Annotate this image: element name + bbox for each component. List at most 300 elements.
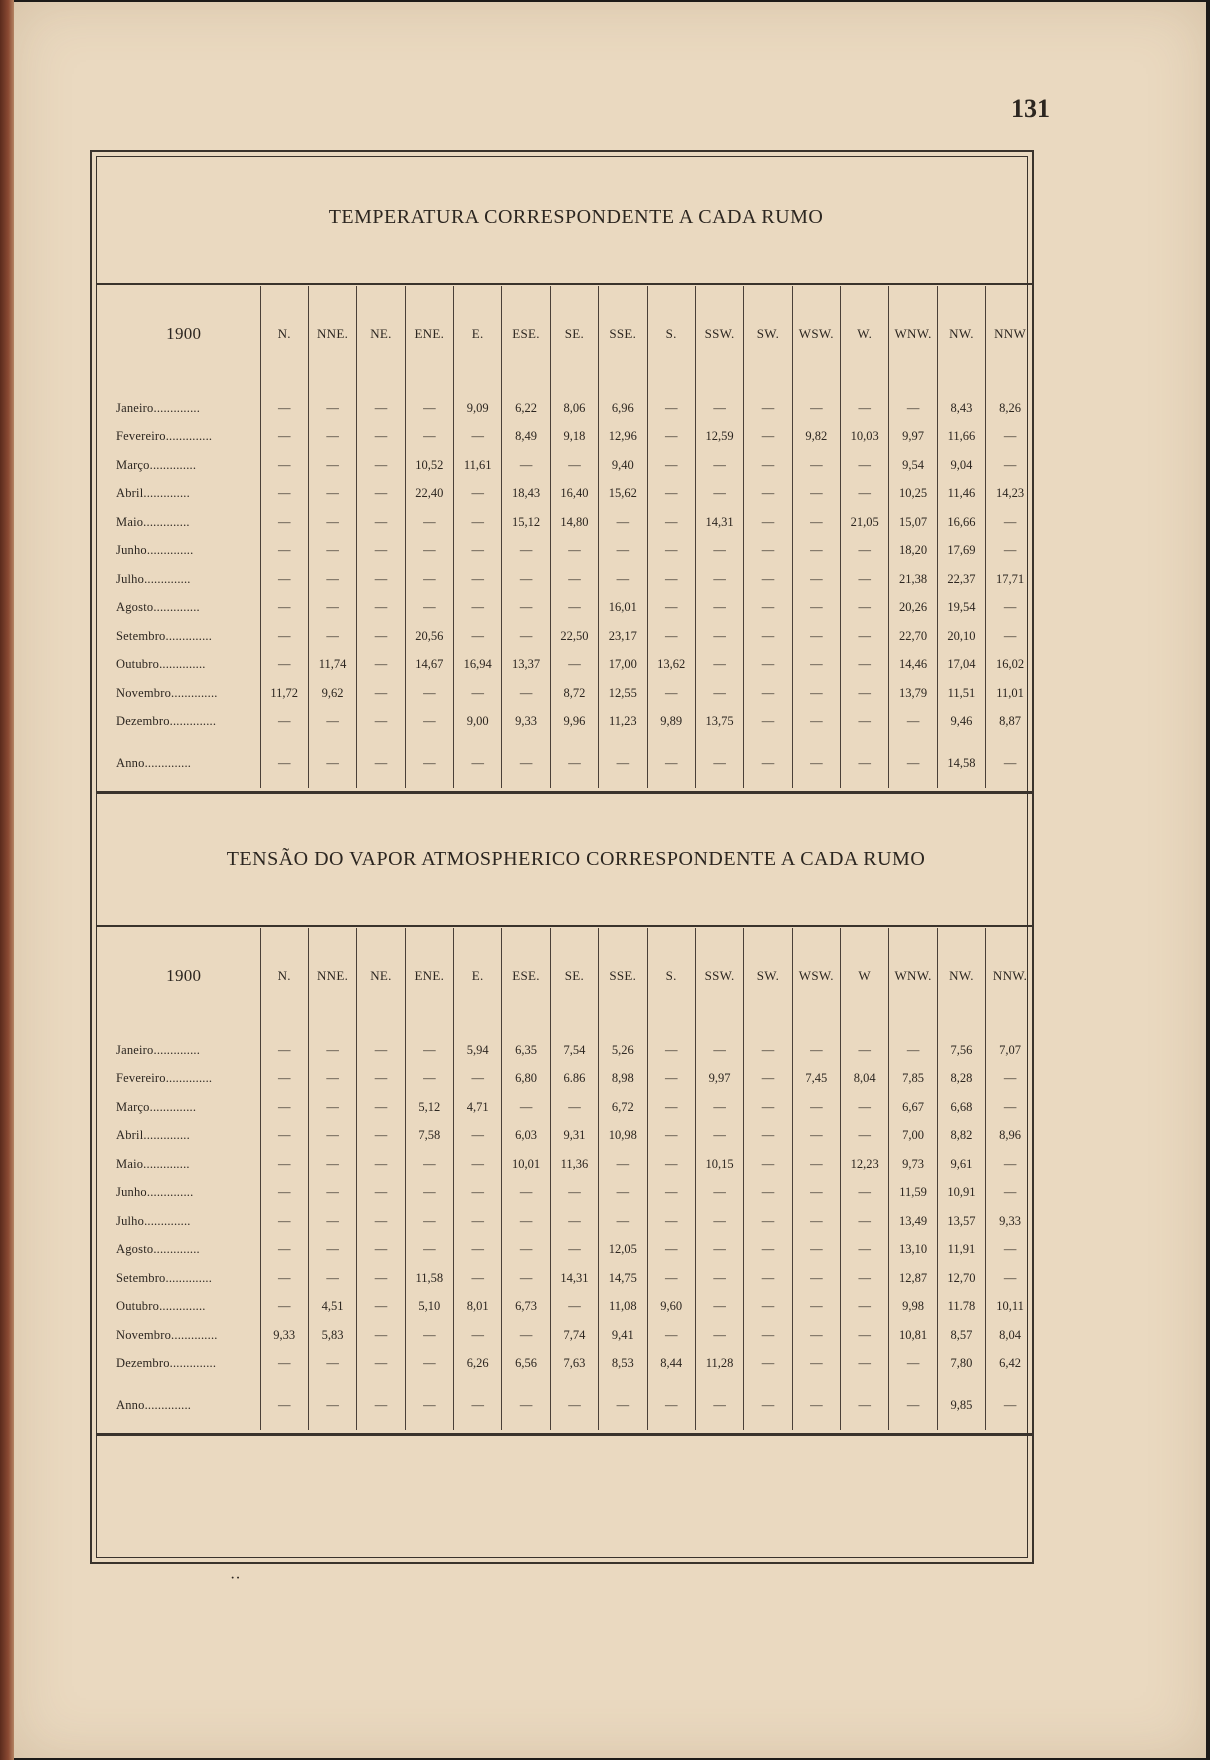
table-cell: —	[357, 1179, 405, 1208]
table-cell: 18,43	[502, 480, 550, 509]
table-cell: —	[647, 423, 695, 452]
table-row	[108, 651, 1034, 680]
table-cell: —	[647, 1150, 695, 1179]
table-cell: —	[695, 1122, 743, 1151]
table-cell: 12,87	[889, 1264, 937, 1293]
table-cell: 17,04	[937, 651, 985, 680]
year-header: 1900	[166, 324, 202, 343]
column-header: SSE.	[599, 286, 647, 382]
table-cell: 6,67	[889, 1093, 937, 1122]
table-cell: —	[308, 622, 356, 651]
table-cell: —	[647, 480, 695, 509]
table-cell: —	[792, 622, 840, 651]
table-cell: 6,72	[599, 1093, 647, 1122]
table-cell: —	[744, 451, 792, 480]
table-cell: —	[841, 651, 889, 680]
table-cell: —	[357, 451, 405, 480]
table-cell: 12,55	[599, 679, 647, 708]
table-cell: —	[744, 748, 792, 778]
table-cell: —	[502, 594, 550, 623]
table-cell: —	[792, 1390, 840, 1420]
table-cell: —	[260, 1036, 308, 1065]
rule	[96, 283, 1034, 285]
table-cell: —	[357, 1065, 405, 1094]
table-cell: 8,57	[937, 1321, 985, 1350]
table-cell: —	[744, 679, 792, 708]
table-cell: —	[599, 1179, 647, 1208]
vapor-table	[108, 928, 1034, 1430]
table-cell: —	[550, 1390, 598, 1420]
temperature-title: TEMPERATURA CORRESPONDENTE A CADA RUMO	[328, 206, 824, 228]
table-cell: —	[454, 1150, 502, 1179]
table-cell: —	[695, 537, 743, 566]
table-cell: —	[550, 748, 598, 778]
table-cell: —	[744, 1036, 792, 1065]
table-cell: —	[260, 394, 308, 423]
month-label: Outubro..............	[116, 1299, 206, 1314]
table-cell: —	[357, 394, 405, 423]
table-cell: —	[695, 1264, 743, 1293]
rule	[96, 791, 1034, 794]
vapor-body	[108, 1024, 1034, 1430]
table-row	[108, 565, 1034, 594]
table-cell: —	[792, 679, 840, 708]
table-cell: 7,74	[550, 1321, 598, 1350]
table-cell: —	[841, 748, 889, 778]
table-cell: 9,46	[937, 708, 985, 737]
table-cell: 21,38	[889, 565, 937, 594]
temperature-table	[108, 286, 1034, 788]
table-cell: —	[405, 708, 453, 737]
table-cell: —	[308, 565, 356, 594]
table-cell: 13,62	[647, 651, 695, 680]
table-cell: —	[357, 1293, 405, 1322]
table-cell: —	[308, 394, 356, 423]
table-cell: —	[308, 1179, 356, 1208]
table-cell: —	[454, 508, 502, 537]
table-cell: 9,00	[454, 708, 502, 737]
table-cell: 5,10	[405, 1293, 453, 1322]
table-cell: 5,12	[405, 1093, 453, 1122]
table-cell: —	[744, 1236, 792, 1265]
table-cell: —	[357, 622, 405, 651]
temperature-header-row	[108, 286, 1034, 382]
table-cell: 8,43	[937, 394, 985, 423]
table-cell: —	[792, 1264, 840, 1293]
table-cell: 20,56	[405, 622, 453, 651]
table-cell: —	[454, 423, 502, 452]
table-cell: —	[405, 1150, 453, 1179]
table-cell: —	[695, 1236, 743, 1265]
table-cell: —	[695, 1390, 743, 1420]
table-cell: —	[647, 1390, 695, 1420]
column-header: NW.	[937, 928, 985, 1024]
table-cell: —	[405, 394, 453, 423]
table-cell: —	[550, 1236, 598, 1265]
table-cell: —	[502, 1390, 550, 1420]
table-cell: —	[695, 1093, 743, 1122]
table-cell: —	[405, 1236, 453, 1265]
table-cell: 10,01	[502, 1150, 550, 1179]
table-cell: —	[792, 1236, 840, 1265]
table-cell: —	[841, 594, 889, 623]
table-cell: —	[502, 1321, 550, 1350]
table-cell: 7,63	[550, 1350, 598, 1379]
table-cell: 22,70	[889, 622, 937, 651]
table-row	[108, 1179, 1034, 1208]
table-cell: 11,01	[986, 679, 1034, 708]
table-cell: 7,00	[889, 1122, 937, 1151]
table-cell: —	[405, 1321, 453, 1350]
table-cell: 7,58	[405, 1122, 453, 1151]
table-cell: 10,15	[695, 1150, 743, 1179]
table-cell: —	[357, 508, 405, 537]
table-cell: —	[454, 622, 502, 651]
table-cell: —	[744, 708, 792, 737]
table-cell: —	[889, 1036, 937, 1065]
table-row	[108, 1321, 1034, 1350]
column-header: S.	[647, 928, 695, 1024]
table-cell: —	[744, 1264, 792, 1293]
table-cell: 11,46	[937, 480, 985, 509]
table-cell: —	[405, 1065, 453, 1094]
table-cell: —	[744, 1093, 792, 1122]
table-cell: —	[502, 1264, 550, 1293]
table-cell: 19,54	[937, 594, 985, 623]
table-cell: —	[695, 1321, 743, 1350]
table-cell: 16,66	[937, 508, 985, 537]
table-cell: —	[454, 748, 502, 778]
table-cell: 11,91	[937, 1236, 985, 1265]
table-cell: —	[695, 451, 743, 480]
table-cell: —	[647, 1321, 695, 1350]
table-cell: —	[599, 508, 647, 537]
table-cell: —	[357, 1093, 405, 1122]
table-cell: 12,05	[599, 1236, 647, 1265]
table-cell: —	[986, 451, 1034, 480]
table-cell: 14,80	[550, 508, 598, 537]
table-cell: 6,80	[502, 1065, 550, 1094]
table-cell: 9,98	[889, 1293, 937, 1322]
table-cell: —	[599, 565, 647, 594]
table-cell: —	[744, 1207, 792, 1236]
table-row	[108, 423, 1034, 452]
table-cell: —	[405, 679, 453, 708]
table-cell: —	[454, 679, 502, 708]
table-cell: —	[308, 1036, 356, 1065]
table-cell: —	[841, 1264, 889, 1293]
table-cell: —	[357, 1321, 405, 1350]
table-cell: —	[647, 679, 695, 708]
table-cell: —	[357, 423, 405, 452]
table-cell: —	[744, 594, 792, 623]
month-label: Fevereiro..............	[116, 1071, 213, 1086]
table-cell: —	[792, 1207, 840, 1236]
month-label: Novembro..............	[116, 685, 218, 700]
table-cell: —	[986, 1065, 1034, 1094]
table-cell: 14,75	[599, 1264, 647, 1293]
table-cell: —	[260, 1065, 308, 1094]
month-label: Junho..............	[116, 1185, 194, 1200]
table-cell: —	[744, 1350, 792, 1379]
table-cell: —	[260, 594, 308, 623]
table-cell: —	[550, 565, 598, 594]
table-cell: —	[695, 594, 743, 623]
table-cell: —	[260, 1390, 308, 1420]
table-cell: —	[405, 537, 453, 566]
table-cell: —	[889, 708, 937, 737]
table-cell: —	[647, 1236, 695, 1265]
table-cell: 13,49	[889, 1207, 937, 1236]
table-cell: —	[454, 1179, 502, 1208]
table-row	[108, 1093, 1034, 1122]
table-cell: 6,03	[502, 1122, 550, 1151]
table-cell: —	[647, 1122, 695, 1151]
table-cell: —	[260, 480, 308, 509]
table-cell: —	[308, 423, 356, 452]
table-cell: —	[454, 1236, 502, 1265]
table-cell: 11,51	[937, 679, 985, 708]
column-header: WSW.	[792, 928, 840, 1024]
table-cell: 22,50	[550, 622, 598, 651]
table-cell: —	[889, 1350, 937, 1379]
table-cell: —	[744, 1065, 792, 1094]
table-row	[108, 594, 1034, 623]
table-cell: 9,40	[599, 451, 647, 480]
table-cell: —	[647, 1207, 695, 1236]
table-cell: —	[792, 508, 840, 537]
column-header: SE.	[550, 928, 598, 1024]
table-cell: —	[695, 651, 743, 680]
column-header: SE.	[550, 286, 598, 382]
table-cell: 22,37	[937, 565, 985, 594]
table-cell: 10,11	[986, 1293, 1034, 1322]
month-label: Agosto..............	[116, 600, 200, 615]
column-header: S.	[647, 286, 695, 382]
table-cell: —	[502, 1236, 550, 1265]
table-cell: 6,73	[502, 1293, 550, 1322]
table-cell: 11,72	[260, 679, 308, 708]
table-cell: 9,62	[308, 679, 356, 708]
table-cell: —	[986, 537, 1034, 566]
table-cell: 9,31	[550, 1122, 598, 1151]
table-cell: —	[308, 1207, 356, 1236]
month-label: Anno..............	[116, 1397, 192, 1412]
table-cell: —	[744, 394, 792, 423]
table-cell: —	[260, 622, 308, 651]
table-cell: 14,31	[695, 508, 743, 537]
table-cell: 6,22	[502, 394, 550, 423]
table-cell: —	[792, 1350, 840, 1379]
table-cell: 10,98	[599, 1122, 647, 1151]
table-cell: 9,33	[986, 1207, 1034, 1236]
table-cell: 16,02	[986, 651, 1034, 680]
table-cell: —	[357, 1122, 405, 1151]
table-cell: —	[308, 594, 356, 623]
table-cell: —	[744, 1293, 792, 1322]
column-header: N.	[260, 928, 308, 1024]
table-cell: 8,06	[550, 394, 598, 423]
table-cell: —	[405, 1207, 453, 1236]
vapor-title: TENSÃO DO VAPOR ATMOSPHERICO CORRESPONDENTE A CADA RUMO	[226, 848, 926, 870]
table-cell: —	[308, 451, 356, 480]
column-header: NE.	[357, 928, 405, 1024]
table-cell: —	[986, 594, 1034, 623]
table-cell: 22,40	[405, 480, 453, 509]
table-cell: 9,61	[937, 1150, 985, 1179]
table-cell: —	[695, 679, 743, 708]
table-cell: 11,28	[695, 1350, 743, 1379]
table-cell: —	[695, 1036, 743, 1065]
column-header: NNE.	[308, 928, 356, 1024]
table-cell: —	[260, 1179, 308, 1208]
table-cell: —	[599, 1390, 647, 1420]
table-cell: —	[260, 1264, 308, 1293]
table-cell: —	[454, 1207, 502, 1236]
table-row	[108, 1150, 1034, 1179]
table-cell: —	[550, 451, 598, 480]
table-cell: 5,26	[599, 1036, 647, 1065]
table-cell: —	[695, 565, 743, 594]
table-cell: —	[405, 508, 453, 537]
table-cell: 7,07	[986, 1036, 1034, 1065]
table-cell: —	[357, 708, 405, 737]
rule	[96, 925, 1034, 927]
table-cell: —	[841, 1093, 889, 1122]
table-cell: —	[454, 537, 502, 566]
table-cell: —	[502, 679, 550, 708]
table-row	[108, 1264, 1034, 1293]
table-cell: 17,00	[599, 651, 647, 680]
table-cell: —	[744, 1179, 792, 1208]
table-cell: —	[260, 451, 308, 480]
table-cell: —	[550, 1293, 598, 1322]
table-cell: 9,96	[550, 708, 598, 737]
table-cell: —	[647, 622, 695, 651]
table-cell: —	[454, 594, 502, 623]
table-cell: —	[792, 748, 840, 778]
table-cell: —	[841, 480, 889, 509]
table-cell: —	[454, 1390, 502, 1420]
table-cell: —	[357, 537, 405, 566]
vapor-header-row	[108, 928, 1034, 1024]
table-cell: 11,08	[599, 1293, 647, 1322]
table-cell: 10,91	[937, 1179, 985, 1208]
table-cell: —	[792, 537, 840, 566]
table-cell: 20,26	[889, 594, 937, 623]
table-cell: —	[454, 480, 502, 509]
table-cell: 8,87	[986, 708, 1034, 737]
month-label: Julho..............	[116, 1213, 191, 1228]
table-cell: 7,56	[937, 1036, 985, 1065]
table-row	[108, 508, 1034, 537]
month-label: Julho..............	[116, 571, 191, 586]
month-label: Abril..............	[116, 1128, 190, 1143]
table-cell: —	[260, 537, 308, 566]
table-cell: —	[792, 1293, 840, 1322]
table-cell: —	[405, 748, 453, 778]
table-cell: 16,40	[550, 480, 598, 509]
table-cell: —	[308, 1122, 356, 1151]
month-label: Janeiro..............	[116, 400, 201, 415]
month-label: Maio..............	[116, 1156, 190, 1171]
table-cell: —	[502, 1093, 550, 1122]
table-cell: —	[357, 1036, 405, 1065]
table-cell: —	[454, 1264, 502, 1293]
table-cell: —	[647, 748, 695, 778]
table-cell: —	[792, 1179, 840, 1208]
table-cell: —	[260, 1093, 308, 1122]
table-cell: —	[502, 451, 550, 480]
table-cell: 16,01	[599, 594, 647, 623]
table-cell: —	[841, 537, 889, 566]
table-cell: —	[841, 622, 889, 651]
table-cell: —	[405, 565, 453, 594]
table-cell: —	[792, 480, 840, 509]
table-cell: —	[308, 708, 356, 737]
table-cell: —	[308, 537, 356, 566]
table-cell: —	[695, 748, 743, 778]
table-cell: —	[986, 1150, 1034, 1179]
column-header: W	[841, 928, 889, 1024]
table-cell: —	[792, 1150, 840, 1179]
rule	[96, 1433, 1034, 1436]
month-label: Janeiro..............	[116, 1042, 201, 1057]
column-header: NNW	[986, 286, 1034, 382]
column-header: WNW.	[889, 286, 937, 382]
column-header: E.	[454, 928, 502, 1024]
month-label: Março..............	[116, 457, 197, 472]
table-row	[108, 1065, 1034, 1094]
table-cell: —	[792, 1093, 840, 1122]
column-header: ESE.	[502, 286, 550, 382]
table-cell: —	[841, 565, 889, 594]
table-cell: —	[260, 565, 308, 594]
table-cell: —	[889, 748, 937, 778]
table-cell: 8,72	[550, 679, 598, 708]
table-cell: 8,04	[841, 1065, 889, 1094]
column-header: SSW.	[695, 286, 743, 382]
table-cell: 12,96	[599, 423, 647, 452]
table-cell: —	[454, 1321, 502, 1350]
table-cell: 12,59	[695, 423, 743, 452]
table-cell: —	[550, 1179, 598, 1208]
table-cell: 9,33	[260, 1321, 308, 1350]
month-label: Setembro..............	[116, 628, 213, 643]
table-cell: 13,10	[889, 1236, 937, 1265]
table-cell: 11,66	[937, 423, 985, 452]
table-cell: —	[647, 451, 695, 480]
table-cell: 8,98	[599, 1065, 647, 1094]
column-header: N.	[260, 286, 308, 382]
table-cell: —	[260, 1122, 308, 1151]
table-cell: 5,94	[454, 1036, 502, 1065]
column-header: ESE.	[502, 928, 550, 1024]
table-cell: 14,46	[889, 651, 937, 680]
table-cell: 14,58	[937, 748, 985, 778]
table-cell: 8,44	[647, 1350, 695, 1379]
table-cell: —	[744, 480, 792, 509]
table-cell: —	[454, 1122, 502, 1151]
table-cell: —	[260, 1350, 308, 1379]
book-spine	[0, 0, 14, 1760]
table-cell: —	[841, 394, 889, 423]
month-label: Junho..............	[116, 543, 194, 558]
table-cell: —	[695, 394, 743, 423]
table-cell: —	[986, 1264, 1034, 1293]
table-cell: 10,03	[841, 423, 889, 452]
table-cell: —	[744, 508, 792, 537]
